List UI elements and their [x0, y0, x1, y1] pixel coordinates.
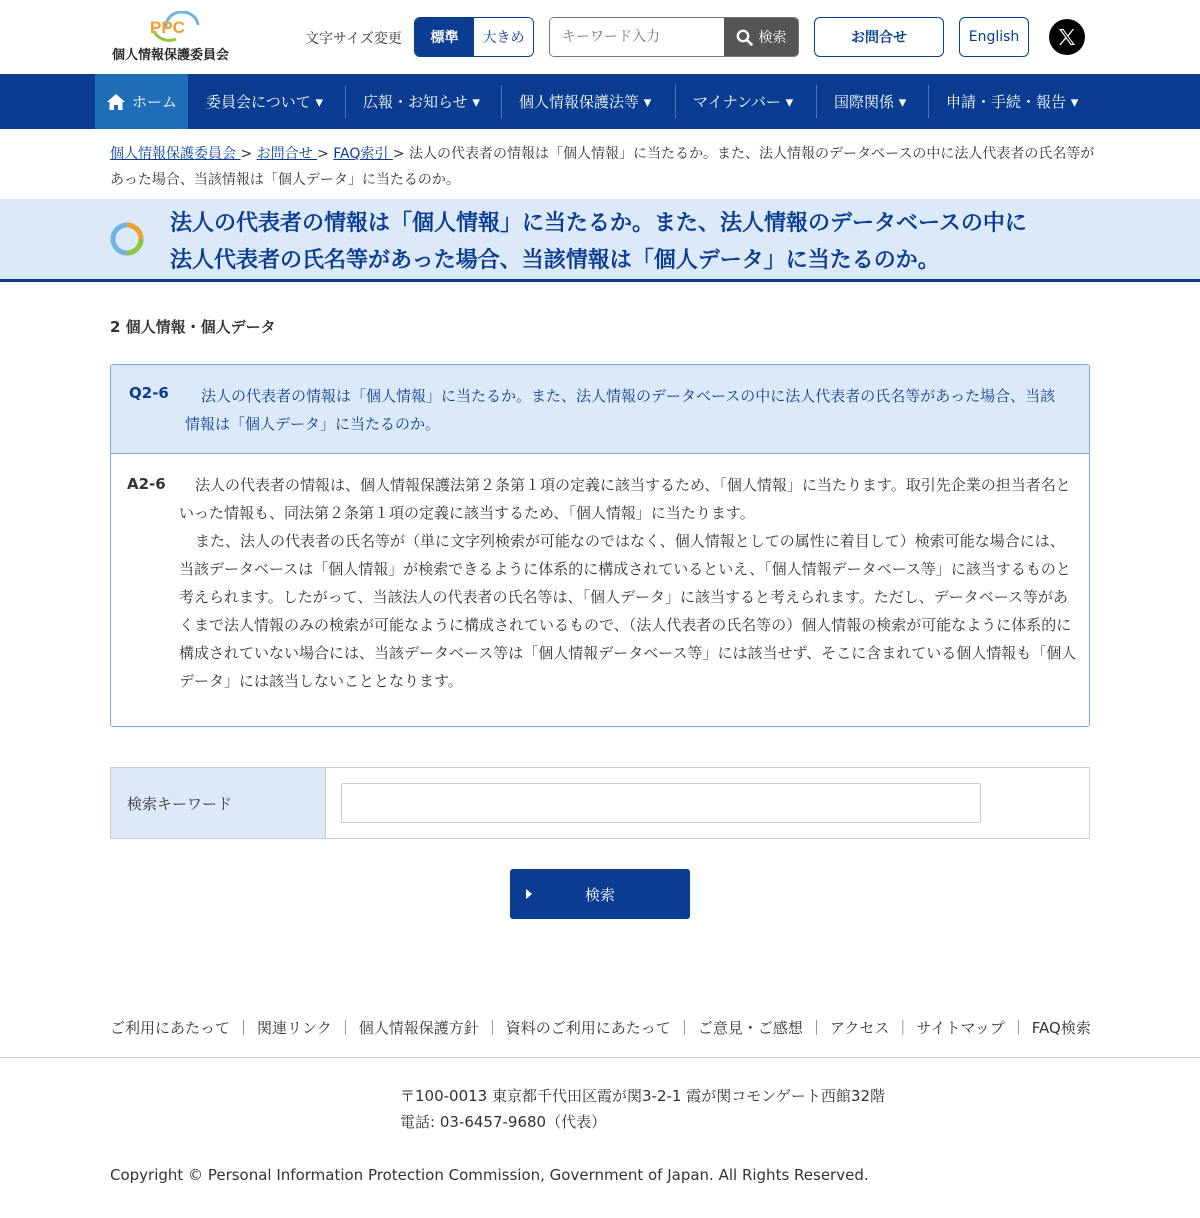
footer-separator: ｜	[1010, 1019, 1026, 1037]
breadcrumb-home-link[interactable]: 個人情報保護委員会	[110, 146, 241, 162]
footer-links	[110, 1017, 1091, 1038]
site-logo[interactable]	[112, 11, 237, 63]
footer-separator: ｜	[895, 1019, 911, 1037]
footer-address: 〒100-0013 東京都千代田区霞が関3-2-1 霞が関コモンゲート西館32階	[400, 1087, 885, 1105]
ring-icon	[110, 222, 144, 256]
site-header	[0, 0, 1200, 74]
svg-text:PPC: PPC	[150, 18, 185, 37]
triangle-right-icon	[526, 889, 532, 899]
nav-applications[interactable]: 申請・手続・報告 ▾	[946, 93, 1079, 111]
global-nav	[0, 74, 1200, 129]
search-button-label: 検索	[758, 30, 787, 46]
contact-button[interactable]: お問合せ	[814, 17, 944, 57]
page-title-band	[0, 199, 1200, 282]
answer-paragraph: 法人の代表者の情報は、個人情報保護法第２条第１項の定義に該当するため、「個人情報」に当たります。取引先企業の担当者名といった情報も、同法第２条第１項の定義に該当するため、「個人情報」に当たります。	[179, 476, 1071, 522]
breadcrumb-separator: >	[317, 146, 329, 162]
page-title	[170, 205, 1090, 279]
nav-mynumber[interactable]: マイナンバー ▾	[693, 93, 794, 111]
nav-home[interactable]	[95, 74, 188, 129]
breadcrumb-contact-link[interactable]: お問合せ	[256, 146, 318, 162]
home-icon	[106, 93, 126, 111]
fontsize-label: 文字サイズ変更	[305, 31, 402, 47]
footer-link-feedback[interactable]: ご意見・ご感想	[697, 1019, 803, 1037]
faq-item	[110, 364, 1090, 727]
section-heading: 2 個人情報・個人データ	[110, 318, 276, 336]
nav-divider	[345, 85, 346, 118]
footer-divider	[0, 1057, 1200, 1058]
nav-about[interactable]: 委員会について ▾	[206, 93, 323, 111]
faq-search-submit-button[interactable]	[510, 869, 690, 919]
header-search	[549, 17, 799, 57]
question-number: Q2-6	[129, 384, 169, 402]
header-search-button[interactable]	[724, 18, 798, 56]
footer-link-related[interactable]: 関連リンク	[257, 1019, 332, 1037]
breadcrumb-faq-link[interactable]: FAQ索引	[333, 146, 393, 162]
answer-number: A2-6	[127, 475, 166, 493]
answer-paragraph: また、法人の代表者の氏名等が（単に文字列検索が可能なのではなく、個人情報としての属性に着目して）検索可能な場合には、当該データベースは「個人情報」が検索できるように体系的に構成されているといえ、「個人情報データベース等」に該当するものと考えられます。したがって、当該法人の代表者の氏名等は、「個人データ」に該当すると考えられます。ただし、データベース等があくまで法人情報のみの検索が可能なように構成されているもので、（法人代表者の氏名等の）個人情報の検索が可能なように体系的に構成されていない場合には、当該データベース等は「個人情報データベース等」には該当せず、そこに含まれている個人情報も「個人データ」には該当しないこととなります。	[179, 532, 1077, 690]
fontsize-large-button[interactable]: 大きめ	[474, 18, 533, 56]
footer-separator: ｜	[676, 1019, 692, 1037]
keyword-label: 検索キーワード	[111, 768, 326, 838]
page-title-line2: 法人代表者の氏名等があった場合、当該情報は「個人データ」に当たるのか。	[170, 248, 940, 273]
nav-divider	[501, 85, 502, 118]
answer-text	[179, 471, 1077, 695]
nav-home-label: ホーム	[131, 93, 177, 111]
nav-news[interactable]: 広報・お知らせ ▾	[363, 93, 480, 111]
copyright: Copyright © Personal Information Protection Commission, Government of Japan. All Rights Reserved.	[110, 1166, 869, 1184]
header-search-input[interactable]	[550, 18, 724, 56]
search-icon	[736, 29, 753, 46]
nav-divider	[816, 85, 817, 118]
footer-separator: ｜	[337, 1019, 353, 1037]
footer-link-privacy-policy[interactable]: 個人情報保護方針	[358, 1019, 479, 1037]
footer-address-block	[400, 1083, 885, 1135]
breadcrumb	[110, 141, 1095, 193]
faq-search-form	[110, 767, 1090, 839]
nav-privacy-law[interactable]: 個人情報保護法等 ▾	[519, 93, 652, 111]
keyword-input[interactable]	[341, 783, 981, 823]
footer-link-materials[interactable]: 資料のご利用にあたって	[505, 1019, 671, 1037]
footer-link-faq-search[interactable]: FAQ検索	[1031, 1019, 1091, 1037]
breadcrumb-separator: >	[240, 146, 253, 162]
logo-text: 個人情報保護委員会	[112, 48, 230, 63]
question-text: 法人の代表者の情報は「個人情報」に当たるか。また、法人情報のデータベースの中に法人代表者の氏名等があった場合、当該情報は「個人データ」に当たるのか。	[185, 387, 1056, 433]
nav-international[interactable]: 国際関係 ▾	[834, 93, 907, 111]
question-area	[111, 365, 1089, 454]
footer-link-terms[interactable]: ご利用にあたって	[110, 1019, 231, 1037]
submit-label: 検索	[584, 885, 615, 904]
fontsize-toggle	[414, 17, 534, 57]
footer-phone: 電話: 03-6457-9680（代表）	[400, 1113, 607, 1131]
breadcrumb-separator: >	[392, 146, 405, 162]
ppc-logo-icon	[146, 11, 200, 43]
page-title-line1: 法人の代表者の情報は「個人情報」に当たるか。また、法人情報のデータベースの中に	[170, 211, 1027, 236]
footer-link-sitemap[interactable]: サイトマップ	[916, 1019, 1005, 1037]
english-button[interactable]: English	[959, 17, 1029, 57]
footer-separator: ｜	[484, 1019, 500, 1037]
nav-divider	[928, 85, 929, 118]
x-logo-icon	[1057, 27, 1077, 47]
nav-divider	[675, 85, 676, 118]
footer-link-access[interactable]: アクセス	[829, 1019, 890, 1037]
x-social-button[interactable]	[1049, 19, 1085, 55]
breadcrumb-current: 法人の代表者の情報は「個人情報」に当たるか。また、法人情報のデータベースの中に法人代表者の氏名等があった場合、当該情報は「個人データ」に当たるのか。	[110, 146, 1095, 188]
fontsize-standard-button[interactable]: 標準	[415, 18, 474, 56]
footer-separator: ｜	[236, 1019, 252, 1037]
footer-separator: ｜	[808, 1019, 824, 1037]
